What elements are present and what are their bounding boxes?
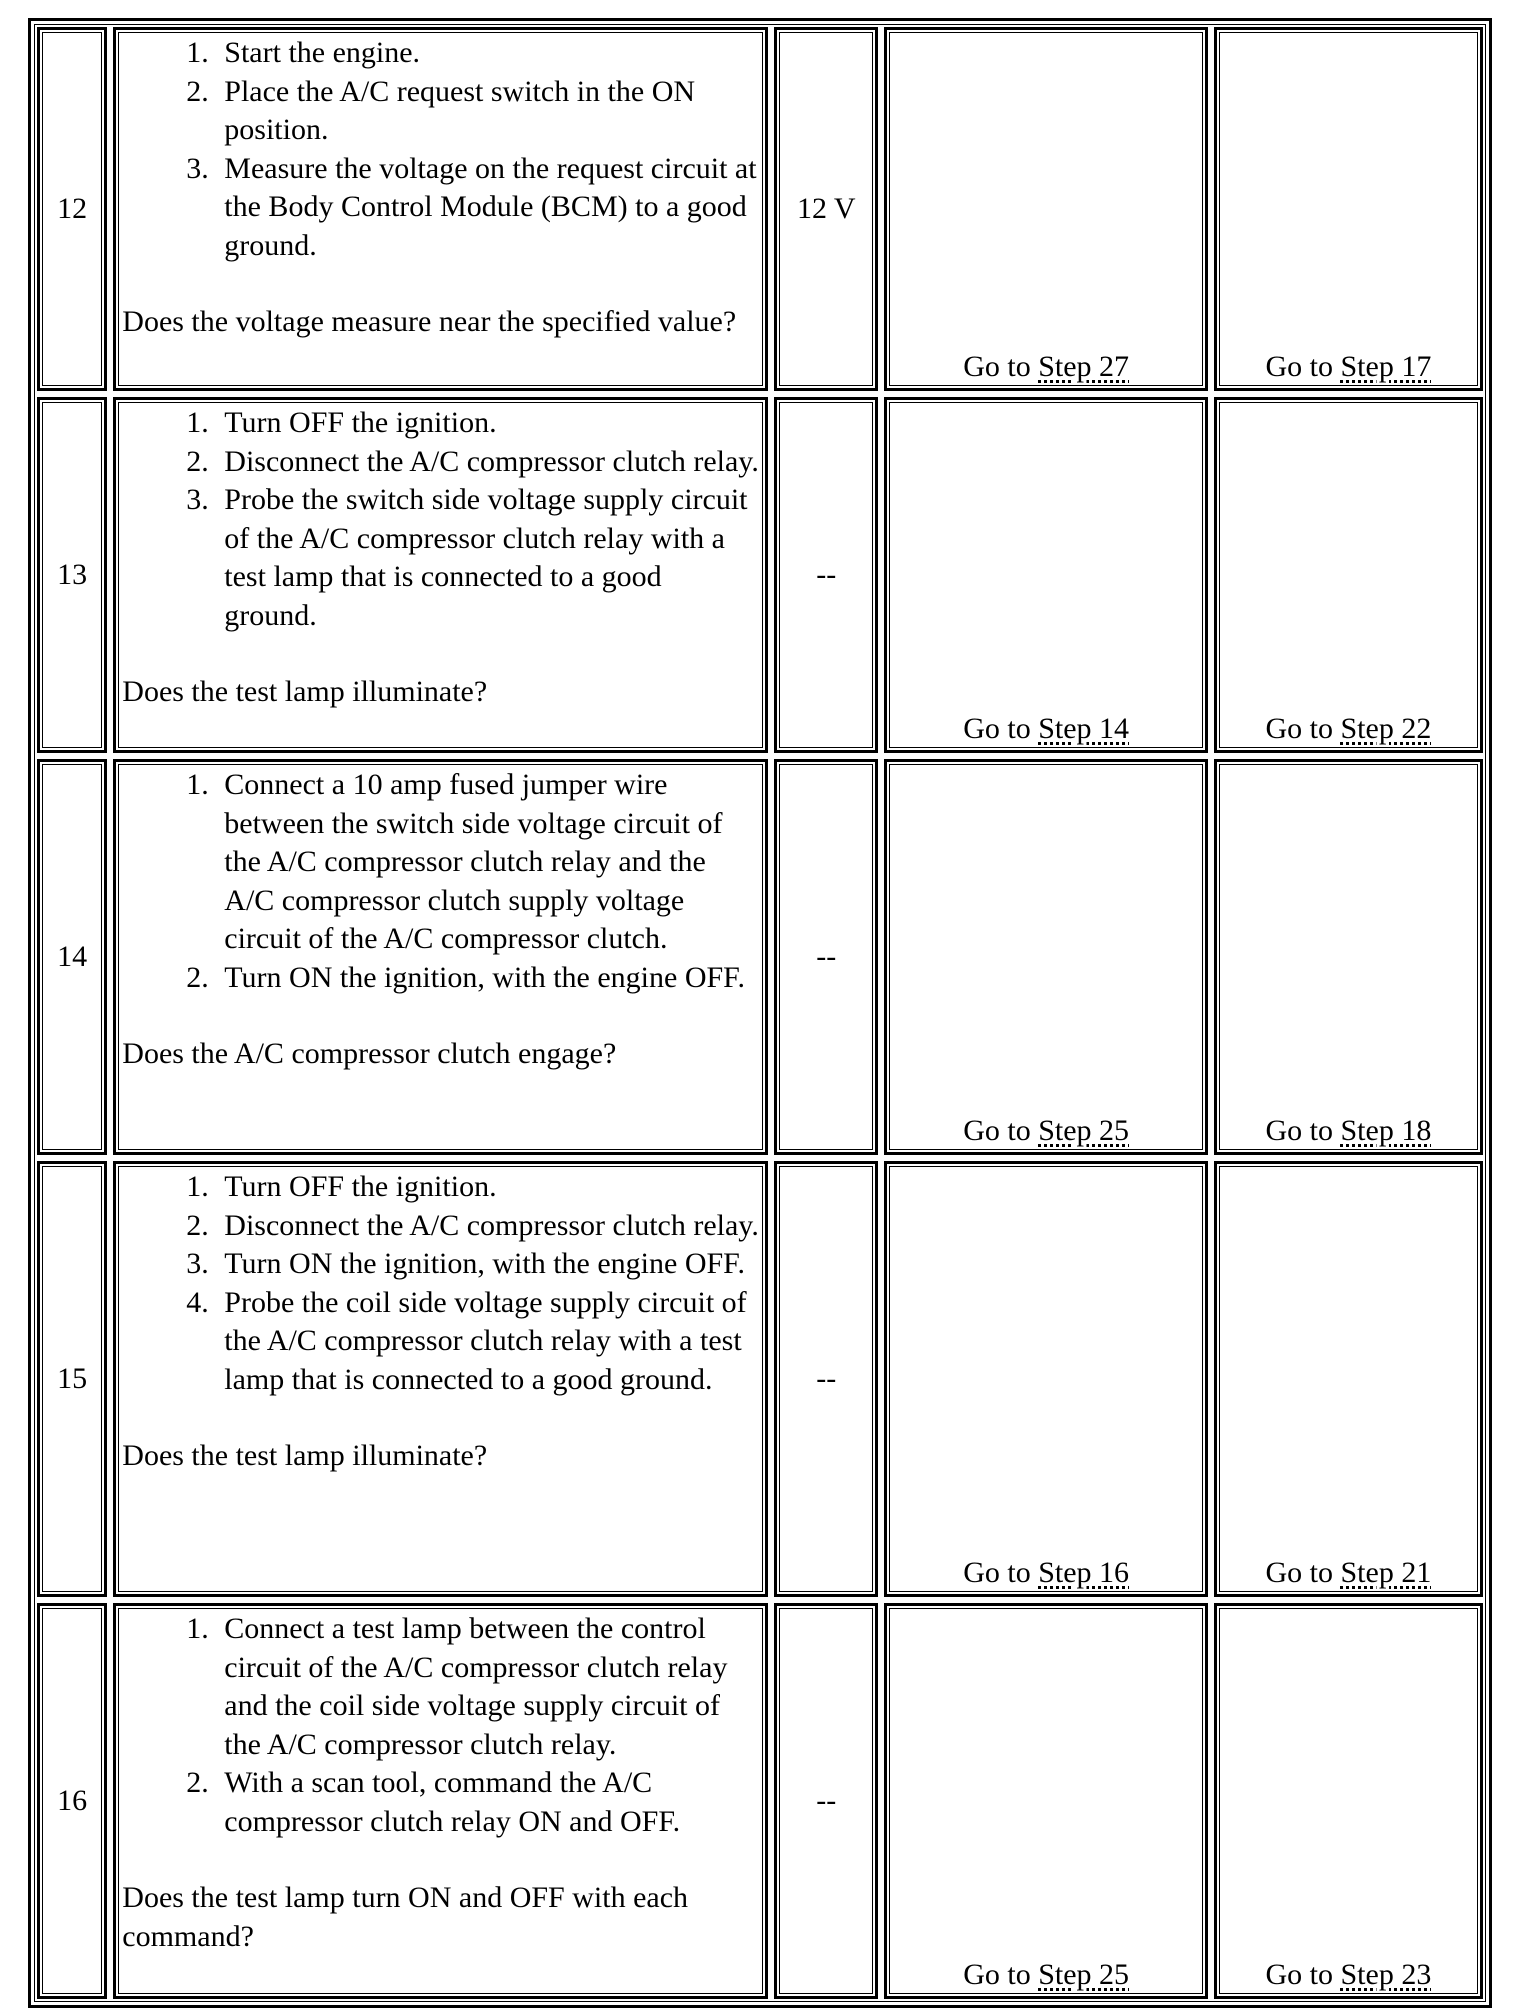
value-cell: -- — [774, 1161, 878, 1597]
diagnostic-table-body — [37, 27, 1483, 1999]
action-item: 1. Start the engine. — [216, 34, 759, 73]
diagnostic-table-page — [28, 18, 1492, 2008]
yes-go-to-text: Go to — [963, 1113, 1031, 1147]
action-cell — [113, 1603, 768, 1999]
question-text: Does the voltage measure near the specified value? — [122, 305, 737, 338]
table-row-step-15 — [37, 1161, 1483, 1597]
yes-cell — [884, 397, 1207, 753]
action-list — [124, 1168, 759, 1399]
no-go-to-text: Go to — [1265, 1113, 1333, 1147]
step-number: 12 — [37, 27, 107, 391]
action-item: 3. Measure the voltage on the request circuit at the Body Control Module (BCM) to a good ground. — [216, 150, 759, 266]
yes-go-to-text: Go to — [963, 349, 1031, 383]
no-step-link[interactable]: Step 17 — [1340, 349, 1432, 383]
action-item: 1. Turn OFF the ignition. — [216, 1168, 759, 1207]
value-cell: 12 V — [774, 27, 878, 391]
step-number: 15 — [37, 1161, 107, 1597]
table-row-step-13 — [37, 397, 1483, 753]
step-number: 13 — [37, 397, 107, 753]
yes-step-link[interactable]: Step 16 — [1038, 1555, 1130, 1589]
question-text: Does the test lamp turn ON and OFF with each command? — [122, 1881, 689, 1953]
no-cell — [1214, 27, 1483, 391]
action-item: 3. Turn ON the ignition, with the engine OFF. — [216, 1245, 759, 1284]
action-list — [124, 1610, 759, 1841]
value-cell: -- — [774, 1603, 878, 1999]
yes-cell — [884, 27, 1207, 391]
action-cell — [113, 397, 768, 753]
action-item: 1. Connect a 10 amp fused jumper wire between the switch side voltage circuit of the A/C compressor clutch relay and the A/C compressor clutch supply voltage circuit of the A/C compressor clutch. — [216, 766, 759, 959]
no-cell — [1214, 397, 1483, 753]
action-list — [124, 34, 759, 265]
value-cell: -- — [774, 759, 878, 1155]
action-list — [124, 766, 759, 997]
value-cell: -- — [774, 397, 878, 753]
yes-cell — [884, 759, 1207, 1155]
question-text: Does the A/C compressor clutch engage? — [122, 1037, 617, 1070]
yes-step-link[interactable]: Step 27 — [1038, 349, 1130, 383]
no-step-link[interactable]: Step 22 — [1340, 711, 1432, 745]
action-item: 2. Disconnect the A/C compressor clutch relay. — [216, 1207, 759, 1246]
action-item: 2. With a scan tool, command the A/C compressor clutch relay ON and OFF. — [216, 1764, 759, 1841]
step-number: 14 — [37, 759, 107, 1155]
no-step-link[interactable]: Step 23 — [1340, 1957, 1432, 1991]
yes-step-link[interactable]: Step 25 — [1038, 1957, 1130, 1991]
action-item: 1. Turn OFF the ignition. — [216, 404, 759, 443]
question-text: Does the test lamp illuminate? — [122, 1439, 488, 1472]
step-number: 16 — [37, 1603, 107, 1999]
table-row-step-14 — [37, 759, 1483, 1155]
action-item: 2. Turn ON the ignition, with the engine OFF. — [216, 959, 759, 998]
action-item: 1. Connect a test lamp between the control circuit of the A/C compressor clutch relay and the coil side voltage supply circuit of the A/C compressor clutch relay. — [216, 1610, 759, 1764]
no-go-to-text: Go to — [1265, 349, 1333, 383]
table-row-step-16 — [37, 1603, 1483, 1999]
yes-go-to-text: Go to — [963, 1555, 1031, 1589]
yes-step-link[interactable]: Step 14 — [1038, 711, 1130, 745]
no-step-link[interactable]: Step 18 — [1340, 1113, 1432, 1147]
yes-go-to-text: Go to — [963, 711, 1031, 745]
action-item: 3. Probe the switch side voltage supply circuit of the A/C compressor clutch relay with a test lamp that is connected to a good ground. — [216, 481, 759, 635]
yes-step-link[interactable]: Step 25 — [1038, 1113, 1130, 1147]
action-item: 4. Probe the coil side voltage supply circuit of the A/C compressor clutch relay with a test lamp that is connected to a good ground. — [216, 1284, 759, 1400]
question-text: Does the test lamp illuminate? — [122, 675, 488, 708]
no-cell — [1214, 1161, 1483, 1597]
yes-cell — [884, 1603, 1207, 1999]
action-cell — [113, 759, 768, 1155]
action-item: 2. Disconnect the A/C compressor clutch relay. — [216, 443, 759, 482]
no-go-to-text: Go to — [1265, 711, 1333, 745]
no-step-link[interactable]: Step 21 — [1340, 1555, 1432, 1589]
no-go-to-text: Go to — [1265, 1957, 1333, 1991]
yes-cell — [884, 1161, 1207, 1597]
table-row-step-12 — [37, 27, 1483, 391]
diagnostic-table — [28, 18, 1492, 2008]
yes-go-to-text: Go to — [963, 1957, 1031, 1991]
action-item: 2. Place the A/C request switch in the ON position. — [216, 73, 759, 150]
action-list — [124, 404, 759, 635]
no-cell — [1214, 759, 1483, 1155]
no-go-to-text: Go to — [1265, 1555, 1333, 1589]
action-cell — [113, 27, 768, 391]
action-cell — [113, 1161, 768, 1597]
no-cell — [1214, 1603, 1483, 1999]
